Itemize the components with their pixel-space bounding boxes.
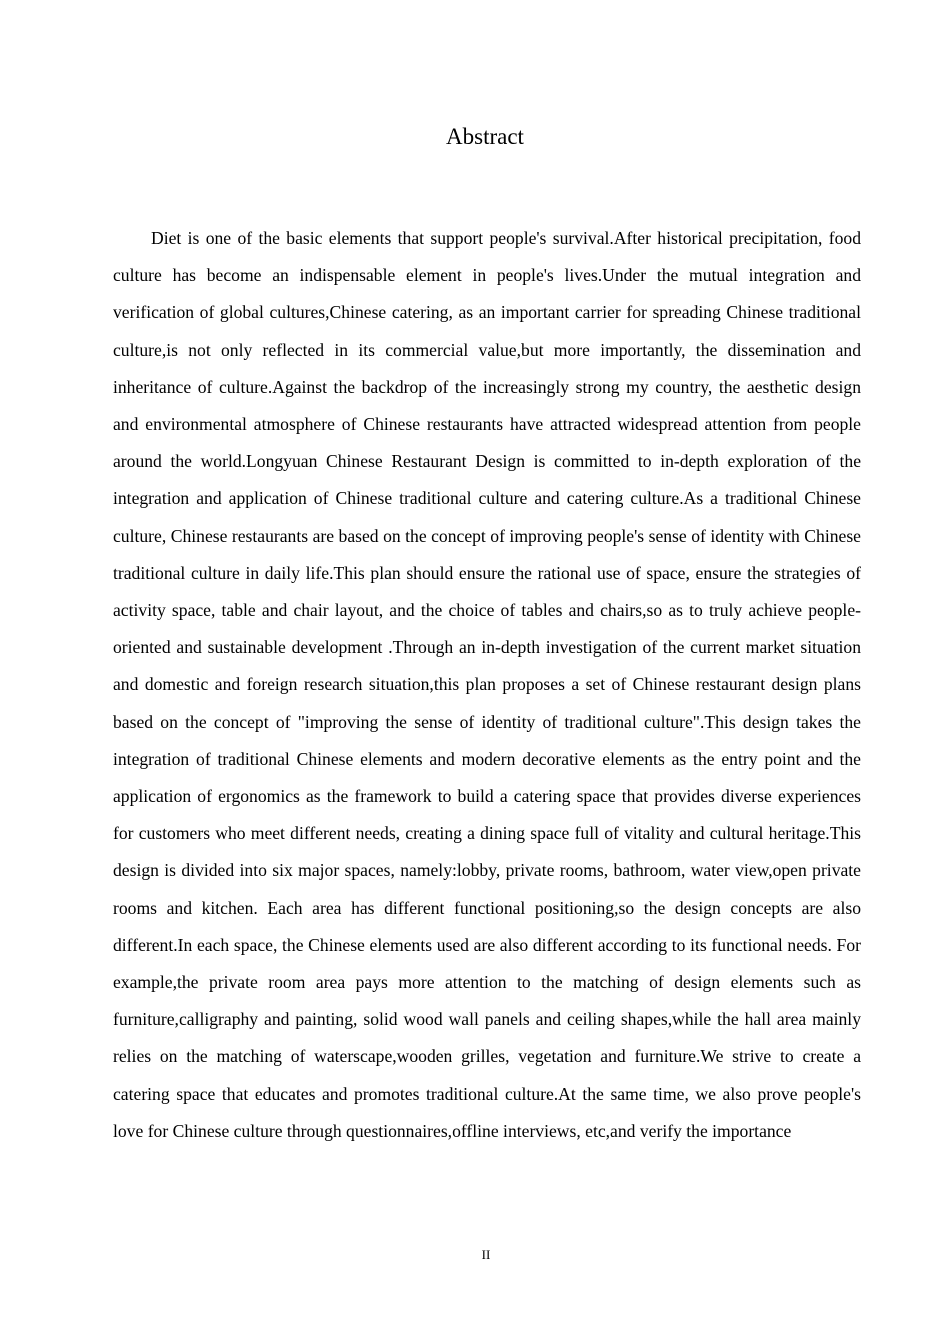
abstract-paragraph: Diet is one of the basic elements that support people's survival.After historical precipitation, food culture has become an indispensable element in people's lives.Under the mutual integration and verification of global cultures,Chinese catering, as an important carrier for spreading Chinese traditional culture,is not only reflected in its commercial value,but more importantly, the dissemination and inheritance of culture.Against the backdrop of the increasingly strong my country, the aesthetic design and environmental atmosphere of Chinese restaurants have attracted widespread attention from people around the world.Longyuan Chinese Restaurant Design is committed to in-depth exploration of the integration and application of Chinese traditional culture and catering culture.As a traditional Chinese culture, Chinese restaurants are based on the concept of improving people's sense of identity with Chinese traditional culture in daily life.This plan should ensure the rational use of space, ensure the strategies of activity space, table and chair layout, and the choice of tables and chairs,so as to truly achieve people-oriented and sustainable development .Through an in-depth investigation of the current market situation and domestic and foreign research situation,this plan proposes a set of Chinese restaurant design plans based on the concept of "improving the sense of identity of traditional culture".This design takes the integration of traditional Chinese elements and modern decorative elements as the entry point and the application of ergonomics as the framework to build a catering space that provides diverse experiences for customers who meet different needs, creating a dining space full of vitality and cultural heritage.This design is divided into six major spaces, namely:lobby, private rooms, bathroom, water view,open private rooms and kitchen. Each area has different functional positioning,so the design concepts are also different.In each space, the Chinese elements used are also different according to its functional needs. For example,the private room area pays more attention to the matching of design elements such as furniture,calligraphy and painting, solid wood wall panels and ceiling shapes,while the hall area mainly relies on the matching of waterscape,wooden grilles, vegetation and furniture.We strive to create a catering space that educates and promotes traditional culture.At the same time, we also prove people's love for Chinese culture through questionnaires,offline interviews, etc,and verify the importance	[113, 228, 861, 1141]
page-number: II	[481, 1247, 491, 1262]
page-title: Abstract	[446, 124, 524, 149]
